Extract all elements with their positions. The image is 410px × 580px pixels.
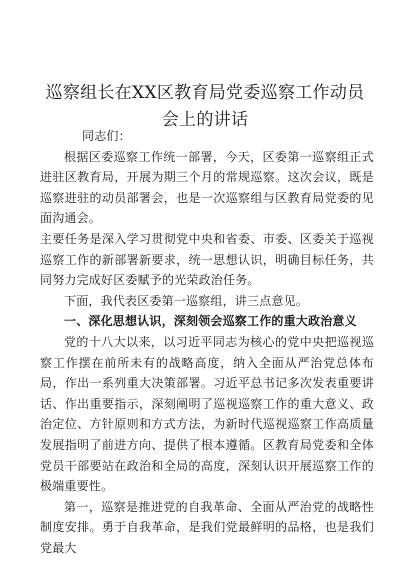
page-title: 巡察组长在XX区教育局党委巡察工作动员会上的讲话 — [45, 83, 365, 130]
body-paragraph: 主要任务是深入学习贯彻党中央和省委、市委、区委关于巡视巡察工作的新部署新要求，统一思想认识，明确目标任务，共同努力完成好区委赋予的光荣政治任务。 — [40, 231, 374, 288]
body-paragraph: 下面，我代表区委第一巡察组，讲三点意见。 — [64, 293, 309, 308]
section-heading: 一、深化思想认识，深刻领会巡察工作的重大政治意义 — [64, 314, 357, 329]
body-paragraph: 党的十八大以来，以习近平同志为核心的党中央把巡视巡察工作摆在前所未有的战略高度，纳入全面从严治党总体布局，作出一系列重大决策部署。习近平总书记多次发表重要讲话、作出重要指示，深刻阐明了巡视巡察工作的重大意义、政治定位、方针原则和方式方法，为新时代巡视巡察工作高质量发展指明了前进方向、提供了根本遵循。区教育局党委和全体党员干部要站在政治和全局的高度，深刻认识开展巡察工作的极端重要性。 — [40, 334, 374, 494]
body-paragraph: 第一，巡察是推进党的自我革命、全面从严治党的战略性制度安排。勇于自我革命，是我们党最鲜明的品格，也是我们党最大 — [40, 499, 374, 555]
body-paragraph: 根据区委巡察工作统一部署，今天，区委第一巡察组正式进驻区教育局，开展为期三个月的常规巡察。这次会议，既是巡察进驻的动员部署会，也是一次巡察组与区教育局党委的见面沟通会。 — [40, 149, 374, 226]
document-body — [40, 126, 374, 558]
salutation: 同志们： — [82, 129, 131, 143]
